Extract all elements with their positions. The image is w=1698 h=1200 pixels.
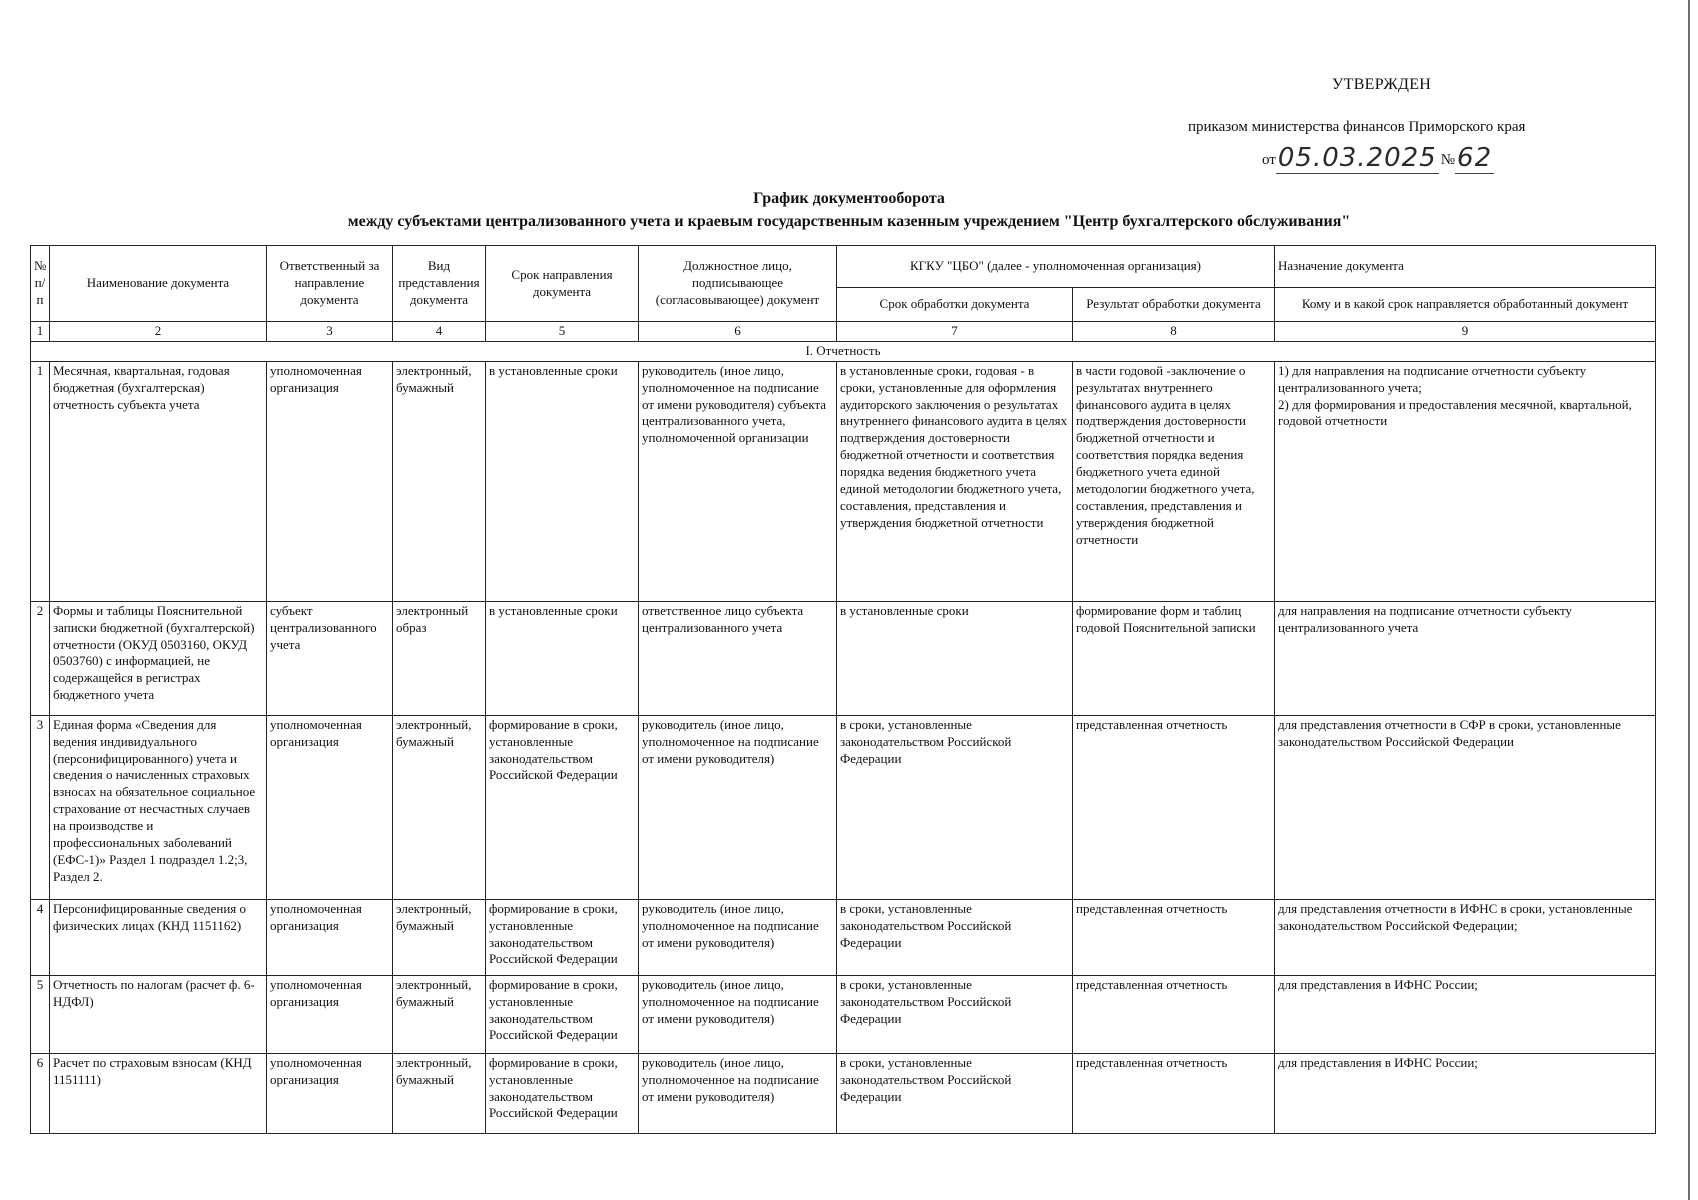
row-number: 4 [31,899,50,975]
header-purpose: Назначение документа [1275,246,1656,288]
cell-deadline: формирование в сроки, установленные законодательством Российской Федерации [486,1053,639,1133]
header-official: Должностное лицо, подписывающее (согласовывающее) документ [639,246,837,322]
cell-deadline: формирование в сроки, установленные законодательством Российской Федерации [486,715,639,899]
cell-responsible: уполномоченная организация [267,975,393,1053]
column-number: 5 [486,322,639,342]
cell-processing-term: в сроки, установленные законодательством Российской Федерации [837,975,1073,1053]
cell-processing-result: представленная отчетность [1073,899,1275,975]
column-number: 3 [267,322,393,342]
cell-official: руководитель (иное лицо, уполномоченное на подписание от имени руководителя) [639,899,837,975]
cell-processing-result: представленная отчетность [1073,715,1275,899]
cell-responsible: уполномоченная организация [267,715,393,899]
cell-official: руководитель (иное лицо, уполномоченное на подписание от имени руководителя) [639,715,837,899]
number-sign: № [1440,152,1456,168]
order-caption: приказом министерства финансов Приморского края [1188,119,1526,135]
cell-deadline: в установленные сроки [486,601,639,715]
cell-official: руководитель (иное лицо, уполномоченное на подписание от имени руководителя) субъекта централизованного учета, уполномоченной организации [639,361,837,601]
cell-name: Персонифицированные сведения о физических лицах (КНД 1151162) [50,899,267,975]
table-row [31,1053,1656,1133]
table-row [31,715,1656,899]
row-number: 1 [31,361,50,601]
cell-responsible: уполномоченная организация [267,361,393,601]
header-kgku: КГКУ "ЦБО" (далее - уполномоченная организация) [837,246,1275,288]
cell-processing-term: в установленные сроки, годовая - в сроки, установленные для оформления аудиторского заключения о результатах внутреннего финансового аудита в целях подтверждения достоверности бюджетной отчетности и соответствия порядка ведения бюджетного учета единой методологии бюджетного учета, составления, представления и утверждения бюджетной отчетности [837,361,1073,601]
cell-official: руководитель (иное лицо, уполномоченное на подписание от имени руководителя) [639,1053,837,1133]
cell-name: Единая форма «Сведения для ведения индивидуального (персонифицированного) учета и сведения о начисленных страховых взносах на обязательное социальное страхование от несчастных случаев на производстве и профессиональных заболеваний (ЕФС-1)» Раздел 1 подраздел 1.2;3, Раздел 2. [50,715,267,899]
cell-processing-term: в установленные сроки [837,601,1073,715]
cell-type: электронный, бумажный [393,361,486,601]
column-number: 8 [1073,322,1275,342]
cell-name: Отчетность по налогам (расчет ф. 6-НДФЛ) [50,975,267,1053]
column-number: 6 [639,322,837,342]
cell-responsible: уполномоченная организация [267,1053,393,1133]
header-purpose-sub: Кому и в какой срок направляется обработанный документ [1275,288,1656,322]
cell-processing-term: в сроки, установленные законодательством Российской Федерации [837,1053,1073,1133]
cell-deadline: формирование в сроки, установленные законодательством Российской Федерации [486,975,639,1053]
cell-official: ответственное лицо субъекта централизованного учета [639,601,837,715]
cell-processing-result: представленная отчетность [1073,975,1275,1053]
header-name: Наименование документа [50,246,267,322]
cell-processing-result: формирование форм и таблиц годовой Пояснительной записки [1073,601,1275,715]
column-number: 4 [393,322,486,342]
cell-type: электронный, бумажный [393,1053,486,1133]
header-responsible: Ответственный за направление документа [267,246,393,322]
cell-official: руководитель (иное лицо, уполномоченное на подписание от имени руководителя) [639,975,837,1053]
cell-responsible: уполномоченная организация [267,899,393,975]
date-prefix: от [1262,152,1276,168]
handwritten-date: 05.03.2025 [1277,143,1437,173]
section-title: I. Отчетность [31,341,1656,361]
column-number: 2 [50,322,267,342]
cell-processing-term: в сроки, установленные законодательством Российской Федерации [837,715,1073,899]
table-row [31,361,1656,601]
row-number: 3 [31,715,50,899]
order-date-line [1262,141,1494,172]
row-number: 6 [31,1053,50,1133]
header-deadline: Срок направления документа [486,246,639,322]
header-type: Вид представления документа [393,246,486,322]
column-number: 1 [31,322,50,342]
header-processing-result: Результат обработки документа [1073,288,1275,322]
column-number: 7 [837,322,1073,342]
cell-type: электронный образ [393,601,486,715]
approved-stamp: УТВЕРЖДЕН [1332,76,1432,93]
cell-processing-result: в части годовой -заключение о результатах внутреннего финансового аудита в целях подтверждения достоверности бюджетной отчетности и соответствия порядка ведения бюджетного учета единой методологии бюджетного учета, составления, представления и утверждения бюджетной отчетности [1073,361,1275,601]
cell-deadline: формирование в сроки, установленные законодательством Российской Федерации [486,899,639,975]
cell-purpose: для представления в ИФНС России; [1275,975,1656,1053]
cell-name: Расчет по страховым взносам (КНД 1151111) [50,1053,267,1133]
header-num: № п/п [31,246,50,322]
header-processing-term: Срок обработки документа [837,288,1073,322]
cell-name: Формы и таблицы Пояснительной записки бюджетной (бухгалтерской) отчетности (ОКУД 0503160, ОКУД 0503760) с информацией, не содержащейся в регистрах бюджетного учета [50,601,267,715]
document-title: График документооборота [753,190,945,207]
page-edge-line [1688,0,1690,1200]
cell-name: Месячная, квартальная, годовая бюджетная (бухгалтерская) отчетность субъекта учета [50,361,267,601]
table-row [31,975,1656,1053]
column-number: 9 [1275,322,1656,342]
cell-purpose: для направления на подписание отчетности субъекту централизованного учета [1275,601,1656,715]
cell-deadline: в установленные сроки [486,361,639,601]
cell-processing-result: представленная отчетность [1073,1053,1275,1133]
document-subtitle: между субъектами централизованного учета и краевым государственным казенным учреждением "Центр бухгалтерского обслуживания" [347,213,1351,230]
row-number: 5 [31,975,50,1053]
cell-purpose: для представления в ИФНС России; [1275,1053,1656,1133]
cell-purpose: для представления отчетности в СФР в сроки, установленные законодательством Российской Федерации [1275,715,1656,899]
document-flow-table [30,245,1656,1134]
cell-purpose: для представления отчетности в ИФНС в сроки, установленные законодательством Российской Федерации; [1275,899,1656,975]
table-row [31,899,1656,975]
cell-processing-term: в сроки, установленные законодательством Российской Федерации [837,899,1073,975]
cell-type: электронный, бумажный [393,975,486,1053]
cell-responsible: субъект централизованного учета [267,601,393,715]
row-number: 2 [31,601,50,715]
cell-type: электронный, бумажный [393,899,486,975]
cell-purpose: 1) для направления на подписание отчетности субъекту централизованного учета; 2) для формирования и предоставления месячной, квартальной, годовой отчетности [1275,361,1656,601]
cell-type: электронный, бумажный [393,715,486,899]
handwritten-number: 62 [1457,143,1493,173]
table-row [31,601,1656,715]
